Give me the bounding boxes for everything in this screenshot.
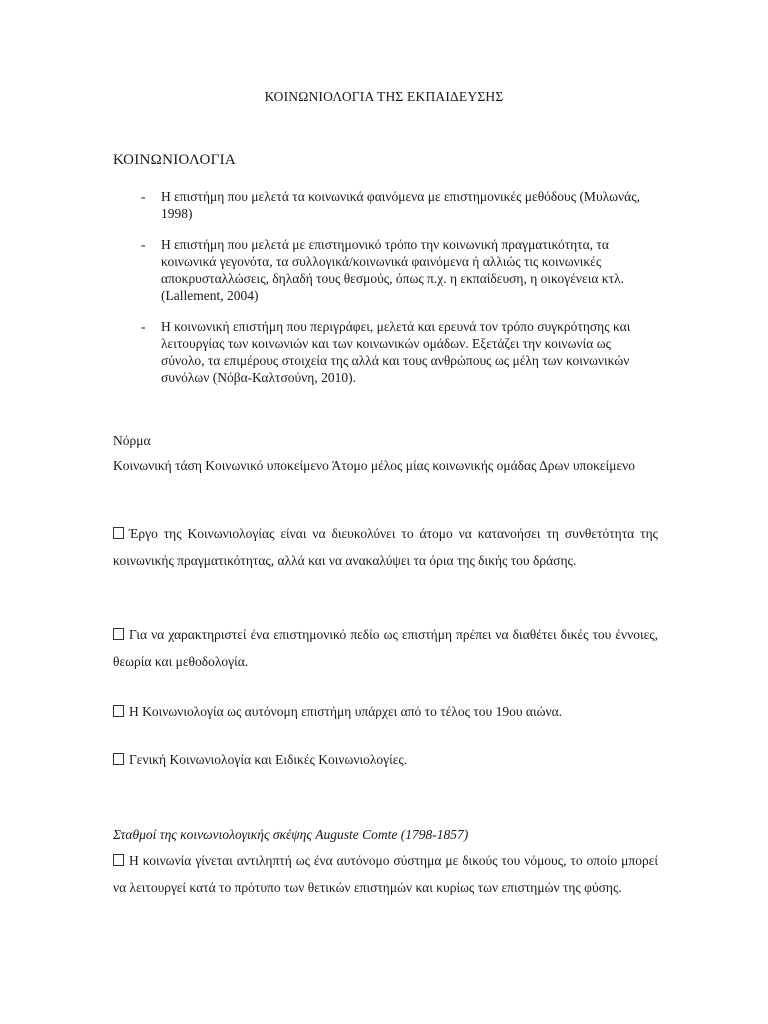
paragraph-text: Η κοινωνία γίνεται αντιληπτή ως ένα αυτόνομο σύστημα με δικούς του νόμους, το οποίο μπορεί να λειτουργεί κατά το πρότυπο των θετικών επιστημών και κυρίως των επιστημών της φύσης. (113, 853, 658, 895)
comte-heading: Σταθμοί της κοινωνιολογικής σκέψης Auguste Comte (1798-1857) (113, 827, 469, 842)
paragraph (113, 621, 658, 675)
paragraph-text: Για να χαρακτηριστεί ένα επιστημονικό πεδίο ως επιστήμη πρέπει να διαθέτει δικές του έννοιες, θεωρία και μεθοδολογία. (113, 627, 658, 669)
paragraph (113, 847, 658, 901)
paragraph-text: Η Κοινωνιολογία ως αυτόνομη επιστήμη υπάρχει από το τέλος του 19ου αιώνα. (129, 704, 563, 719)
definition-list (113, 188, 653, 400)
square-bullet-icon (113, 854, 124, 866)
dash-marker: - (141, 237, 146, 252)
list-item (113, 236, 653, 304)
list-item-text: Η κοινωνική επιστήμη που περιγράφει, μελετά και ερευνά τον τρόπο συγκρότησης και λειτουργίας των κοινωνιών και των κοινωνικών ομάδων. Εξετάζει την κοινωνία ως σύνολο, τα επιμέρους στοιχεία της αλλά και τους ανθρώπους ως μέλη των κοινωνικών συνόλων (Νόβα-Καλτσούνη, 2010). (161, 319, 631, 385)
square-bullet-icon (113, 705, 124, 717)
paragraph (113, 698, 658, 725)
paragraph (113, 746, 658, 773)
square-bullet-icon (113, 628, 124, 640)
dash-marker: - (141, 189, 146, 204)
list-item-text: Η επιστήμη που μελετά τα κοινωνικά φαινόμενα με επιστημονικές μεθόδους (Μυλωνάς, 1998) (161, 189, 640, 221)
paragraph-text: Έργο της Κοινωνιολογίας είναι να διευκολύνει το άτομο να κατανοήσει τη συνθετότητα της κοινωνικής πραγματικότητας, αλλά και να ανακαλύψει τα όρια της δικής του δράσης. (113, 526, 658, 568)
paragraph-text: Γενική Κοινωνιολογία και Ειδικές Κοινωνιολογίες. (129, 752, 408, 767)
square-bullet-icon (113, 527, 124, 539)
paragraph (113, 520, 658, 574)
list-item (113, 188, 653, 222)
norma-label: Νόρμα (113, 433, 151, 448)
list-item (113, 318, 653, 386)
section-heading: ΚΟΙΝΩΝΙΟΛΟΓΙΑ (113, 152, 237, 168)
square-bullet-icon (113, 753, 124, 765)
list-item-text: Η επιστήμη που μελετά με επιστημονικό τρόπο την κοινωνική πραγματικότητα, τα κοινωνικά γεγονότα, τα συλλογικά/κοινωνικά φαινόμενα ή αλλιώς τις κοινωνικές αποκρυσταλλώσεις, δηλαδή τους θεσμούς, όπως π.χ. η εκπαίδευση, η οικογένεια κτλ. (Lallement, 2004) (161, 237, 624, 303)
document-title: ΚΟΙΝΩΝΙΟΛΟΓΙΑ ΤΗΣ ΕΚΠΑΙΔΕΥΣΗΣ (264, 89, 504, 104)
terms-line: Κοινωνική τάση Κοινωνικό υποκείμενο Άτομο μέλος μίας κοινωνικής ομάδας Δρων υποκείμενο (113, 458, 635, 473)
dash-marker: - (141, 319, 146, 334)
